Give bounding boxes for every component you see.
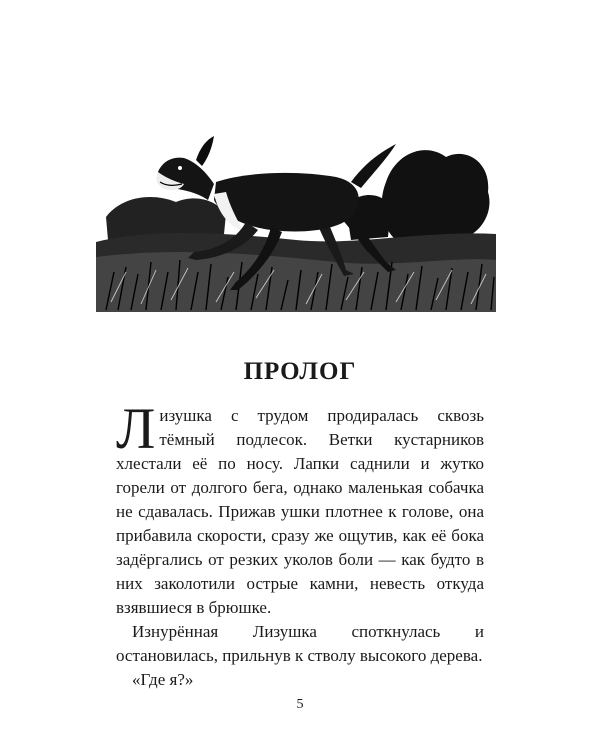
paragraph-1-text: изушка с трудом продиралась сквозь тёмный подлесок. Ветки кустарников хлестали её по носу. Лапки саднили и жутко горели от долгого бега, однако маленькая собачка не сдавалась. Прижав ушки плотнее к голове, она прибавила скорости, сразу же ощутив, как её бока задёргались от резких уколов боли — как будто в них заколотили острые камни, невесть откуда взявшиеся в брюшке. [116,406,484,617]
paragraph-2: Изнурённая Лизушка споткнулась и остановилась, прильнув к стволу высокого дерева. [116,622,484,665]
paragraph-1 [116,396,484,620]
drop-cap: Л [116,396,156,461]
chapter-body [116,396,484,692]
running-dog-illustration [96,122,496,312]
chapter-title: ПРОЛОГ [243,358,357,385]
paragraph-3: «Где я?» [132,670,194,689]
page-number: 5 [296,697,304,712]
